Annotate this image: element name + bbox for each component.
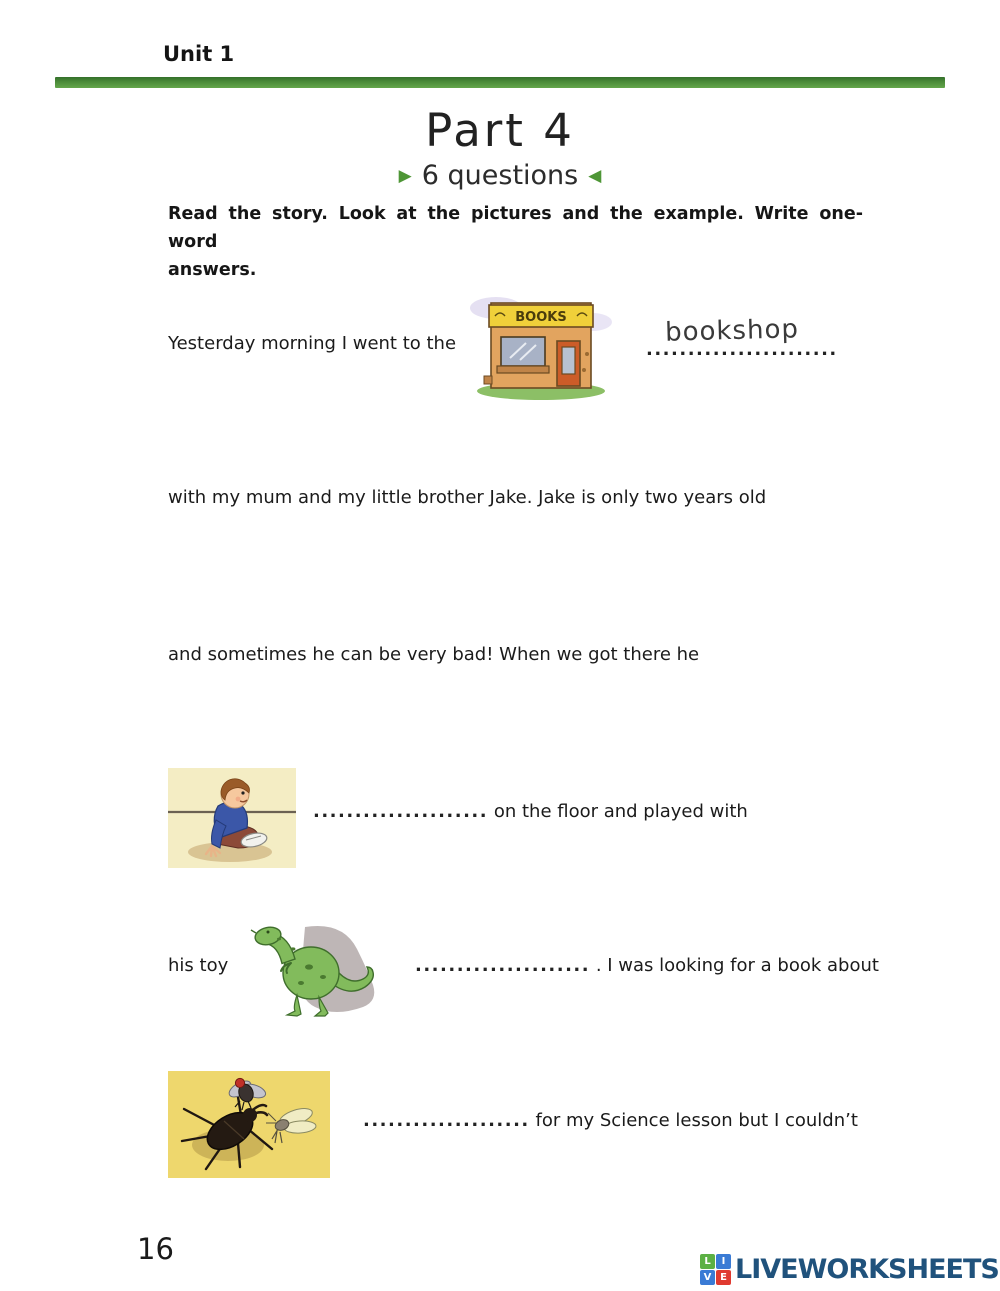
answer-line-4[interactable]: .................... <box>363 1110 530 1131</box>
story-line-6-text: for my Science lesson but I couldn’t <box>529 1110 858 1131</box>
answer-line-3[interactable]: ..................... <box>415 955 591 976</box>
dinosaur-leg-back <box>287 995 301 1016</box>
dinosaur-eye <box>267 931 270 934</box>
liveworksheets-grid-icon <box>700 1254 731 1285</box>
dinosaur-spot <box>277 938 281 941</box>
logo-square-i: I <box>716 1254 731 1269</box>
logo-square-l: L <box>700 1254 715 1269</box>
fly-head <box>235 1078 244 1087</box>
beetle-head <box>243 1108 257 1122</box>
page-title: Part 4 <box>425 104 575 157</box>
dinosaur-spot <box>298 981 304 985</box>
green-divider <box>55 77 945 88</box>
wall-speck <box>585 352 589 356</box>
boy-sitting-picture <box>168 768 296 868</box>
story-line-4 <box>313 801 748 822</box>
story-line-3-text: and sometimes he can be very bad! When we got there he <box>168 644 700 665</box>
insects-picture <box>168 1071 330 1178</box>
answer-line-2[interactable]: ..................... <box>313 801 489 822</box>
answer-line-1[interactable]: ....................... <box>646 339 838 360</box>
shop-window <box>501 337 545 366</box>
questions-count-label: 6 questions <box>421 160 579 191</box>
story-line-2-text: with my mum and my little brother Jake. Jake is only two years old <box>168 487 767 508</box>
liveworksheets-logo <box>700 1254 999 1285</box>
logo-square-e: E <box>716 1270 731 1285</box>
instructions-line-1: Read the story. Look at the pictures and the example. Write one-word <box>168 204 863 252</box>
dinosaur-spot <box>291 947 296 950</box>
dinosaur-spot <box>305 964 313 969</box>
bookshop-sign-label: BOOKS <box>515 310 567 325</box>
dinosaur-spot <box>320 975 326 979</box>
instructions <box>168 200 863 284</box>
story-line-4-text: on the floor and played with <box>488 801 748 822</box>
unit-label: Unit 1 <box>163 42 235 66</box>
window-sill <box>497 366 549 373</box>
toy-dinosaur-picture <box>235 915 397 1020</box>
wall-speck <box>582 368 586 372</box>
left-arrow-icon: ▶ <box>398 166 412 186</box>
boy-eye <box>241 791 244 794</box>
answer-example-word: bookshop <box>664 314 800 348</box>
logo-square-v: V <box>700 1270 715 1285</box>
door-window <box>562 347 575 374</box>
story-line-1-text: Yesterday morning I went to the <box>168 333 457 354</box>
story-line-5-pre: his toy <box>168 955 229 976</box>
page-number: 16 <box>137 1232 174 1266</box>
dinosaur-mouth <box>251 930 256 933</box>
right-arrow-icon: ◀ <box>588 166 602 186</box>
story-line-6 <box>363 1110 858 1131</box>
answer-example-block <box>646 314 838 360</box>
questions-count <box>0 160 1000 191</box>
instructions-line-2: answers. <box>168 260 257 280</box>
bookshop-picture <box>468 288 616 402</box>
logo-text: LIVEWORKSHEETS <box>735 1254 999 1285</box>
wall-speck <box>484 376 492 384</box>
boy-cheek <box>236 797 241 802</box>
story-line-5 <box>415 955 879 976</box>
story-line-5-text: . I was looking for a book about <box>590 955 879 976</box>
